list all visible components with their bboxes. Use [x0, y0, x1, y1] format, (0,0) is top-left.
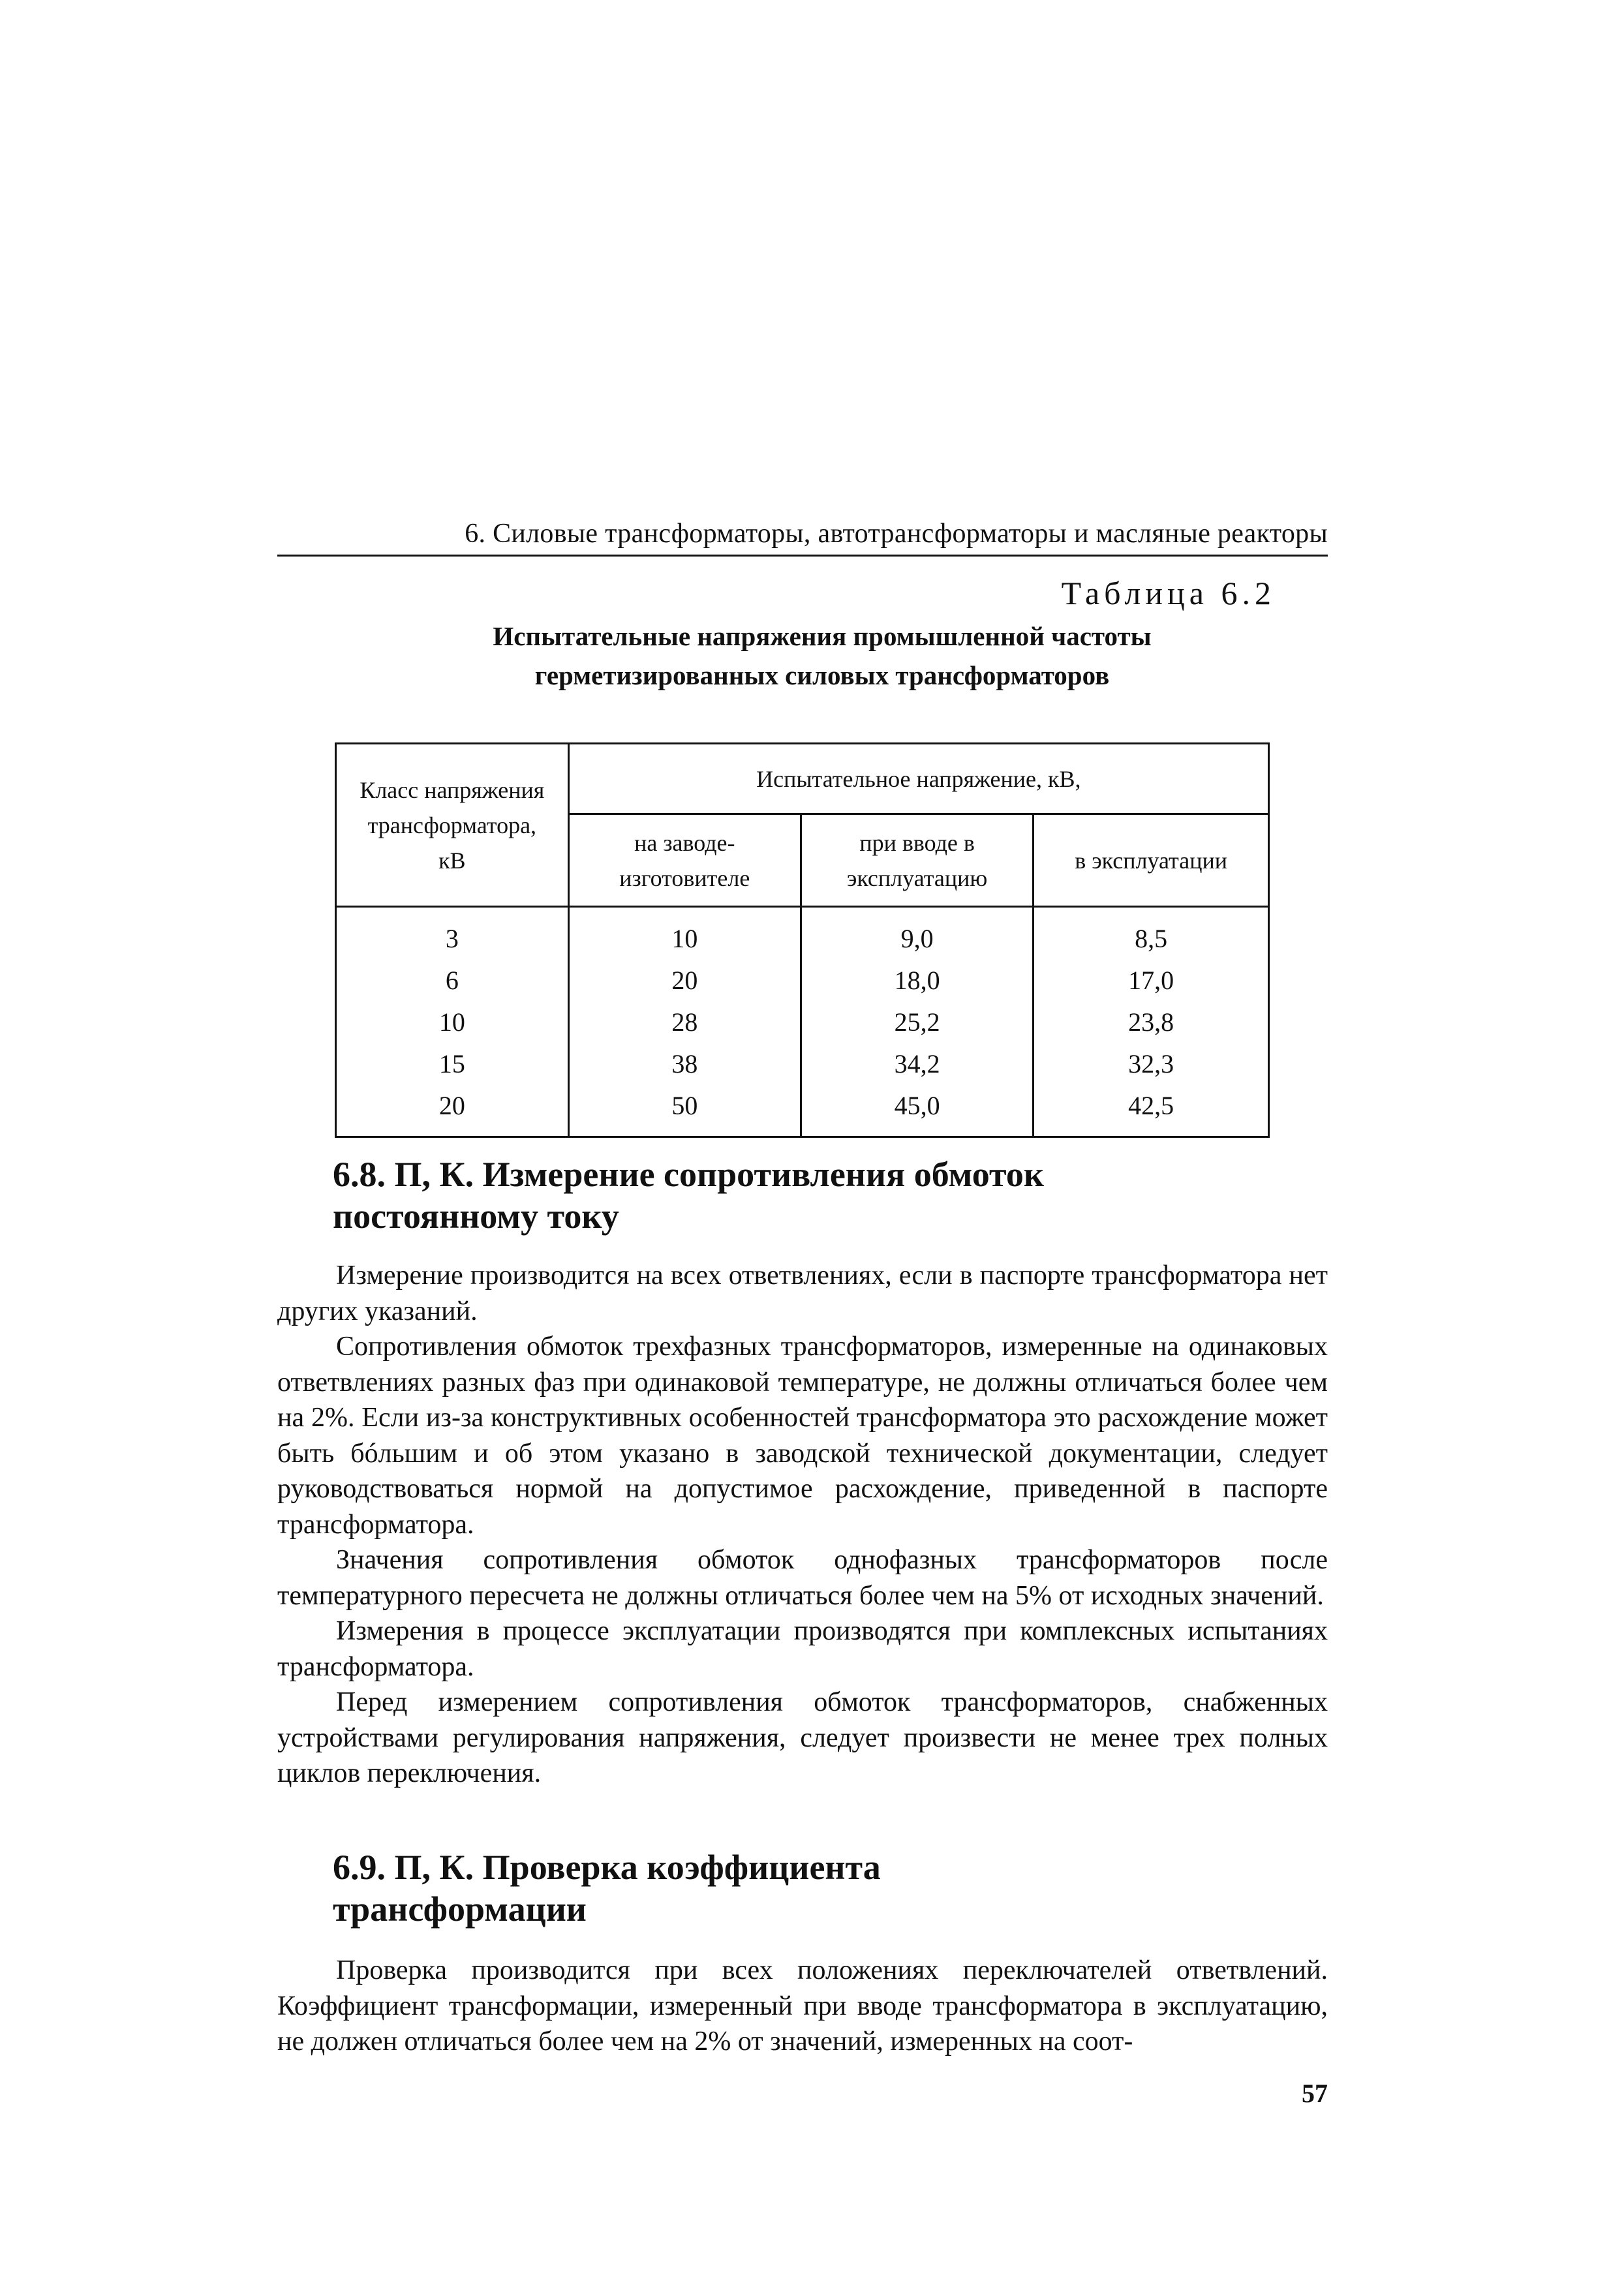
table-row: [336, 1043, 1269, 1085]
paragraph: Измерение производится на всех ответвлениях, если в паспорте трансформатора нет других указаний.: [277, 1261, 1328, 1326]
paragraph: Проверка производится при всех положениях переключателей ответвлений. Коэффициент трансформации, измеренный при вводе трансформатора в эксплуатацию, не должен отличаться более чем на 2% от значений, измеренных на соот-: [277, 1955, 1328, 2056]
table-caption-line-2: герметизированных силовых трансформаторов: [534, 660, 1110, 690]
cell-operation: 42,5: [1034, 1085, 1269, 1137]
cell-operation: 17,0: [1034, 960, 1269, 1001]
cell-class: 10: [336, 1001, 569, 1043]
cell-class: 15: [336, 1043, 569, 1085]
cell-class: 20: [336, 1085, 569, 1137]
header-commissioning: при вводе в эксплуатацию: [801, 814, 1033, 907]
paragraph: Измерения в процессе эксплуатации производятся при комплексных испытаниях трансформатора.: [277, 1616, 1328, 1682]
cell-factory: 10: [568, 907, 801, 960]
cell-commissioning: 25,2: [801, 1001, 1033, 1043]
cell-commissioning: 45,0: [801, 1085, 1033, 1137]
header-factory: на заводе-изготовителе: [568, 814, 801, 907]
section-6-9-title-line-2: трансформации: [333, 1889, 587, 1929]
cell-operation: 23,8: [1034, 1001, 1269, 1043]
header-test-voltage: Испытательное напряжение, кВ,: [568, 744, 1268, 814]
cell-factory: 50: [568, 1085, 801, 1137]
cell-factory: 20: [568, 960, 801, 1001]
running-header: 6. Силовые трансформаторы, автотрансформаторы и масляные реакторы: [277, 515, 1328, 557]
section-6-8-body: [277, 1258, 1328, 1792]
cell-commissioning: 34,2: [801, 1043, 1033, 1085]
section-6-9-title: [333, 1846, 881, 1930]
table-row: [336, 1085, 1269, 1137]
paragraph: Значения сопротивления обмоток однофазных трансформаторов после температурного пересчета не должны отличаться более чем на 5% от исходных значений.: [277, 1545, 1328, 1611]
table-row: [336, 1001, 1269, 1043]
section-6-8-title: [333, 1154, 1044, 1237]
table-label: Таблица 6.2: [1061, 575, 1276, 611]
cell-operation: 32,3: [1034, 1043, 1269, 1085]
table-caption: [339, 617, 1305, 695]
table-caption-line-1: Испытательные напряжения промышленной частоты: [493, 621, 1152, 651]
section-6-8-title-line-1: 6.8. П, К. Измерение сопротивления обмоток: [333, 1155, 1044, 1194]
header-operation: в эксплуатации: [1034, 814, 1269, 907]
table-row: [336, 960, 1269, 1001]
test-voltage-table: [335, 742, 1270, 1138]
cell-class: 3: [336, 907, 569, 960]
cell-class: 6: [336, 960, 569, 1001]
paragraph: Перед измерением сопротивления обмоток трансформаторов, снабженных устройствами регулирования напряжения, следует произвести не менее трех полных циклов переключения.: [277, 1687, 1328, 1788]
table-row: [336, 907, 1269, 960]
section-6-8-title-line-2: постоянному току: [333, 1197, 619, 1236]
cell-commissioning: 9,0: [801, 907, 1033, 960]
section-6-9-title-line-1: 6.9. П, К. Проверка коэффициента: [333, 1848, 881, 1887]
cell-factory: 28: [568, 1001, 801, 1043]
paragraph: Сопротивления обмоток трехфазных трансформаторов, измеренные на одинаковых ответвлениях разных фаз при одинаковой температуре, не должны отличаться более чем на 2%. Если из-за конструктивных особенностей трансформатора это расхождение может быть бóльшим и об этом указано в заводской технической документации, следует руководствоваться нормой на допустимое расхождение, приведенной в паспорте трансформатора.: [277, 1332, 1328, 1540]
cell-operation: 8,5: [1034, 907, 1269, 960]
cell-commissioning: 18,0: [801, 960, 1033, 1001]
page-number: 57: [1302, 2079, 1328, 2108]
cell-factory: 38: [568, 1043, 801, 1085]
section-6-9-body: [277, 1953, 1328, 2060]
header-voltage-class: Класс напряжения трансформатора, кВ: [336, 744, 569, 907]
test-voltage-table-wrapper: [335, 742, 1270, 1138]
